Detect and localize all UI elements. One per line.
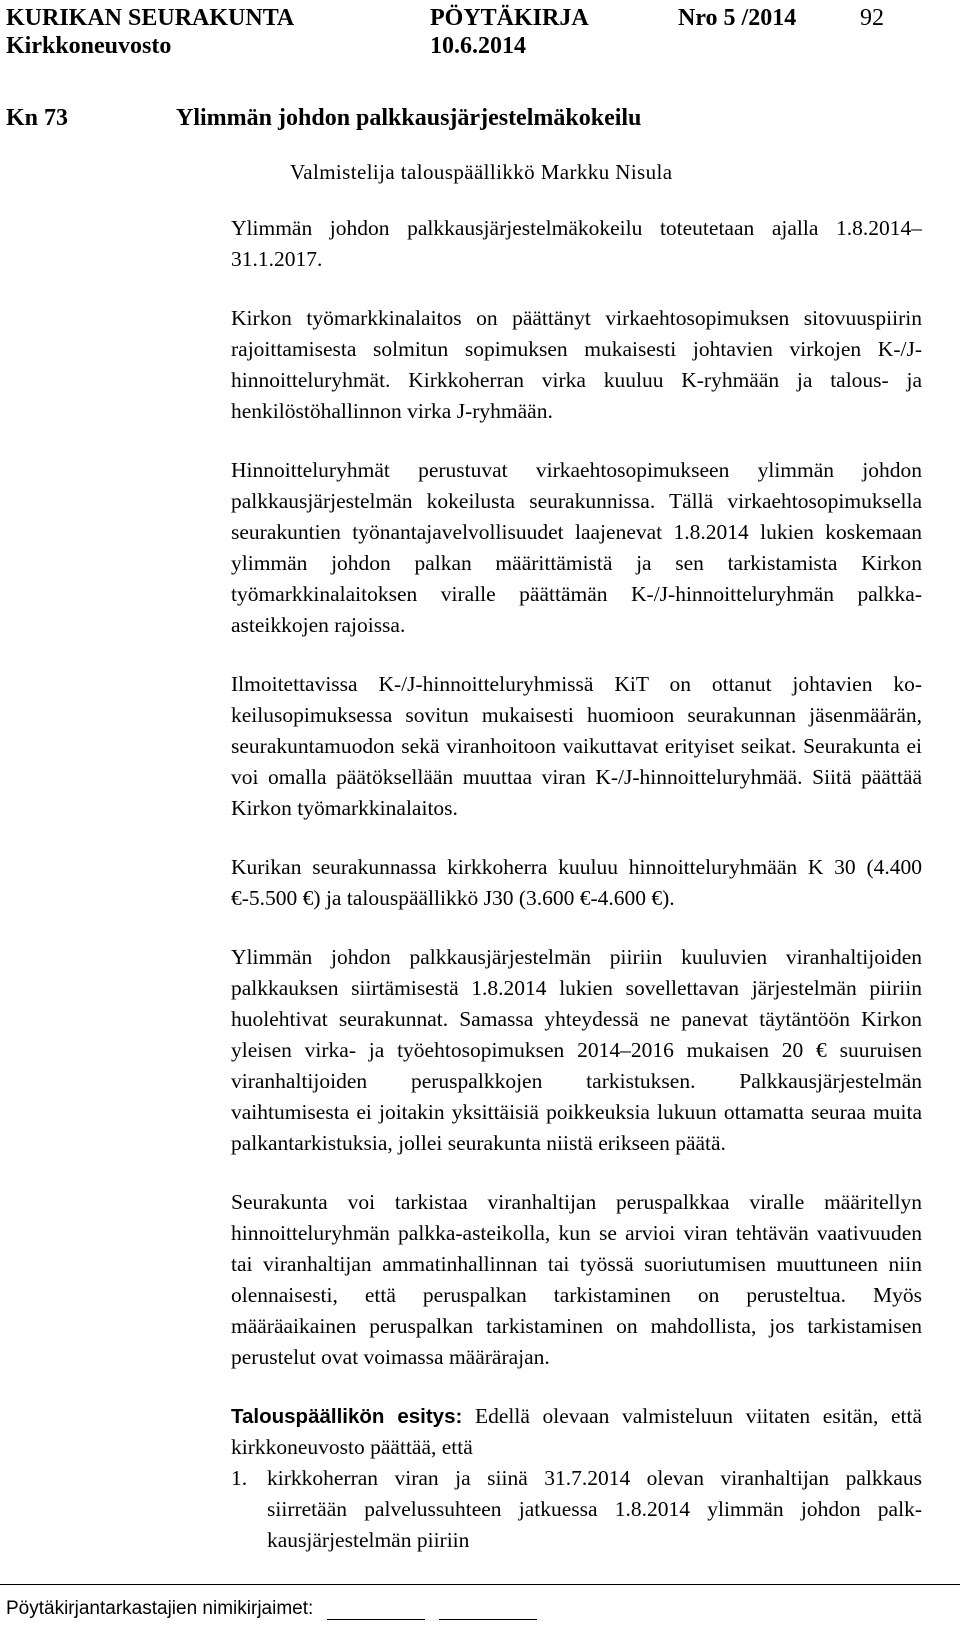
footer-label: Pöytäkirjantarkastajien nimikirjaimet: bbox=[6, 1598, 314, 1619]
initials-line bbox=[439, 1601, 537, 1620]
meeting-date: 10.6.2014 bbox=[430, 33, 526, 59]
proposal-item-text: kirkkoherran viran ja siinä 31.7.2014 olevan viranhaltijan palkkaus siirretään palvelussuhteen jatkuessa 1.8.2014 ylimmän johdon palkkausjärjestelmän piiriin bbox=[267, 1466, 922, 1552]
page-number: 92 bbox=[860, 5, 884, 31]
proposal-label: Talouspäällikön esitys: bbox=[231, 1405, 463, 1428]
section-id: Kn 73 bbox=[6, 105, 69, 131]
paragraph: Ylimmän johdon palkkausjärjestelmäkokeilu toteutetaan ajalla 1.8.2014–31.1.2017. bbox=[231, 216, 922, 271]
preparer-line: Valmistelija talouspäällikkö Markku Nisula bbox=[290, 160, 673, 184]
document-header bbox=[0, 0, 960, 60]
proposal-text: Edellä olevaan valmisteluun viitaten esitän, että kirkkoneuvosto päättää, että bbox=[231, 1404, 922, 1459]
section-title: Ylimmän johdon palkkausjärjestelmäkokeilu bbox=[176, 105, 642, 131]
paragraph: Seurakunta voi tarkistaa viranhaltijan peruspalkkaa viralle määritellyn hinnoitteluryhmän palkka-asteikolla, kun se arvioi viran tehtävän vaativuuden tai viranhaltijan ammatinhallinnan tai työssä suoriutumisen muuttuneen niin olennaisesti, että peruspalkan tarkistaminen on perusteltua. Myös määräaikainen peruspalkan tarkistaminen on mahdollista, jos tarkistamisen perustelut ovat voimassa määrärajan. bbox=[231, 1190, 922, 1369]
document-number: Nro 5 /2014 bbox=[678, 5, 797, 31]
proposal-item bbox=[231, 1463, 922, 1556]
proposal-paragraph bbox=[231, 1401, 922, 1463]
initials-line bbox=[327, 1601, 425, 1620]
paragraph: Hinnoitteluryhmät perustuvat virkaehtosopimukseen ylimmän johdon palkkausjärjestelmän kokeilusta seurakunnissa. Tällä virkaehtosopimuksella seurakuntien työnantajavelvollisuudet laajenevat 1.8.2014 lukien koskemaan ylimmän johdon palkan määrittämistä ja sen tarkistamista Kirkon työmarkkinalaitoksen viralle päättämän K-/J-hinnoitteluryhmän palkka-asteikkojen rajoissa. bbox=[231, 458, 922, 637]
document-body bbox=[231, 213, 922, 1556]
meeting-body: Kirkkoneuvosto bbox=[6, 33, 172, 59]
organization-name: KURIKAN SEURAKUNTA bbox=[6, 5, 295, 31]
paragraph: Kirkon työmarkkinalaitos on päättänyt virkaehtosopimuksen sitovuuspiirin rajoittamisesta solmitun sopimuksen mukaisesti johtavien virkojen K-/J-hinnoitteluryhmät. Kirkkoherran virka kuuluu K-ryhmään ja talous- ja henkilöstöhallinnon virka J-ryhmään. bbox=[231, 306, 922, 423]
proposal-item-number: 1. bbox=[231, 1466, 248, 1490]
document-type: PÖYTÄKIRJA bbox=[430, 5, 589, 31]
paragraph: Ylimmän johdon palkkausjärjestelmän piiriin kuuluvien viranhaltijoiden palkkauksen siirtämisestä 1.8.2014 lukien sovellettavan järjestelmän piiriin huolehtivat seurakunnat. Samassa yhteydessä ne panevat täytäntöön Kirkon yleisen virka- ja työehtosopimuksen 2014–2016 mukaisen 20 € suuruisen viranhaltijoiden peruspalkkojen tarkistuksen. Palkkausjärjestelmän vaihtumisesta ei joitakin yksittäisiä poikkeuksia lukuun ottamatta seuraa muita palkantarkistuksia, jollei seurakunta niistä erikseen päätä. bbox=[231, 945, 922, 1155]
paragraph: Kurikan seurakunnassa kirkkoherra kuuluu hinnoitteluryhmään K 30 (4.400 €-5.500 €) ja talouspäällikkö J30 (3.600 €-4.600 €). bbox=[231, 855, 922, 910]
paragraph: Ilmoitettavissa K-/J-hinnoitteluryhmissä KiT on ottanut johtavien kokeilusopimuksessa sovitun mukaisesti huomioon seurakunnan jäsenmäärän, seurakuntamuodon sekä viranhoitoon vaikuttavat erityiset seikat. Seurakunta ei voi omalla päätöksellään muuttaa viran K-/J-hinnoitteluryhmää. Siitä päättää Kirkon työmarkkinalaitos. bbox=[231, 672, 922, 820]
footer-divider bbox=[0, 1584, 960, 1585]
footer bbox=[6, 1598, 537, 1620]
